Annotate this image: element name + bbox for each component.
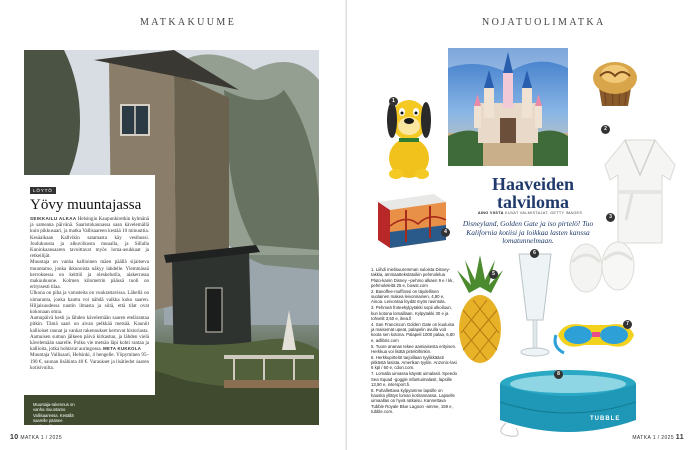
body-paragraph: Aamuisen sumun jälkeen päivä kirkastuu, ja lähden vielä kävelemään saarelle. Polku vie metsän läpi kohti rantaa ja kallioita, jotka hohtavat auringossa. META KUKKOLA bbox=[30, 333, 149, 353]
folio-right bbox=[632, 434, 684, 441]
body-paragraph: Muuntaja on vanha kallioinen mäen päällä sijaitseva muuntamo, jonka ikkunoista näkyy lahdelle. Ylemmässä kerroksessa on keittiö ja oleskelutila, alakerrassa makuuhuone. Kolmen kilometrin päässä tuoli on erityisesti tilaa. bbox=[30, 259, 149, 291]
kicker-badge: LÖYTÖ bbox=[30, 187, 56, 194]
product-list bbox=[371, 267, 457, 415]
article-credit bbox=[470, 211, 590, 215]
page-number: 10 bbox=[10, 434, 19, 441]
item-number-badge: 8 bbox=[554, 370, 563, 379]
castle-illustration bbox=[448, 48, 568, 166]
article-headline: Yövy muuntajassa bbox=[30, 197, 142, 213]
lead-bold: SEIKKAILU ALKAA bbox=[30, 216, 77, 221]
milkshake-glass-image bbox=[515, 250, 555, 360]
disneyland-castle-photo bbox=[448, 48, 568, 166]
bathrobe-image bbox=[600, 135, 680, 245]
slippers-image bbox=[564, 232, 640, 294]
list-item: 3. Pehmeä froteekylpytakki sopii ulkoiluun, kun kotona lomaillaan. Kylpytakki 30 e ja tohvelit 3,50 e, ikea.fi bbox=[371, 305, 452, 321]
section-label-nojatuolimatka: NOJATUOLIMATKA bbox=[482, 17, 606, 28]
banoffee-muffin-image bbox=[590, 56, 640, 108]
list-item: 1. Liihdi mielisuuremman suloista Disney-takkia, ammaattekstatoikin pehmolelua Pluto-kanin Disney –pehmo alkaen 9 e / kk, pehmoleleitä 25 e, bowst.com bbox=[371, 267, 454, 288]
list-item: 7. Lomalla uimassa käyvät uimalasit. Speedo Sea Squad -goggle infantuimalasit, lapsille 13,90 e, intersport.fi. bbox=[371, 371, 457, 387]
article-textbox bbox=[24, 175, 155, 395]
magazine-issue: MATKA 1 / 2025 bbox=[20, 435, 63, 441]
list-item: 8. Puhallettava kylpyamme lapsille on hauska yllätys loman kotirannassa. Lapselle uimaallas on hyvä ratkaisu. Kannettava Tubble Royale Blue Lagoon -amme, 159 e, tubble.com. bbox=[371, 387, 455, 414]
item-number-badge: 6 bbox=[530, 249, 539, 258]
tub-brand-label: TUBBLE bbox=[590, 416, 621, 422]
golden-gate-puzzle-image bbox=[374, 192, 448, 250]
body-paragraph: Aamupäivä kesti ja lähden kävelemään saaren etelärantaa pitkin. Tämä saari on aivan pelkkää metsää. Kauniit kallioiset rannat ja vanhat rakennukset kertovat historiasta. bbox=[30, 315, 149, 334]
inflatable-bathtub-image bbox=[498, 368, 638, 438]
item-number-badge: 5 bbox=[489, 270, 498, 279]
article-body bbox=[30, 216, 149, 371]
photo-caption: Muuntaja-rakennus on vanha muuntamo Vallisaaressa. Kesällä saarelle pääsee vesibussilla. bbox=[33, 402, 75, 429]
item-number-badge: 2 bbox=[601, 125, 610, 134]
list-item: 5. Tuore ananas tekee aamiaisesta erityisen. Herkkua voi lisätä pirtelöihinkin. bbox=[371, 343, 457, 354]
body-paragraph: SEIKKAILU ALKAA Helsingin Kaupunkiretkin kylmänä ja sameana päivänä. Saaristokaunassa saan kävelemällä kuin pikkusaari, ja matka Vallisaareen kestää 10 minuuttia. Kesäaikaan Kallvikin satamasta käy vesibussi. Joulukuusta ja alkuviikosta muualla, ja Sillalla Kuninkaansaaren tavoittavat myös loma-asukkaat ja retkeilijät. bbox=[30, 216, 149, 260]
byline: META KUKKOLA bbox=[103, 346, 142, 352]
folio-left bbox=[10, 434, 62, 441]
item-number-badge: 4 bbox=[441, 228, 450, 237]
author-name: AINO VIISTA bbox=[477, 211, 504, 215]
section-label-matkakuume: MATKAKUUME bbox=[140, 17, 237, 28]
item-number-badge: 3 bbox=[606, 213, 615, 222]
article-title: Haaveiden talviloma bbox=[491, 174, 574, 212]
page-number: 11 bbox=[675, 434, 684, 441]
body-paragraph: Muuntaja Vallisaari, Helsinki, 4 hengelle. Yöpyminen 95–190 €, saunan lisähinta 40 €. Varaukset ja lisätiedot saaren kotisivuilta. bbox=[30, 352, 149, 371]
article-lede: Disneyland, Golden Gate ja iso pirtelö! Tuo Kalifornia kotiisi ja loikkaa lasten kanssa lomatunnelmaan. bbox=[462, 219, 594, 246]
item-number-badge: 1 bbox=[389, 97, 398, 106]
body-paragraph: Ulkona on piha ja varusteita on vuokrattavissa. Lähellä on uimaranta, jonka kautta voi nähdä vaikka koko saaren. Hiljaisuudessa nautin ilmasta ja siitä, että tilat ovat kokonaan omia. bbox=[30, 290, 149, 316]
list-item: 2. Banoffee-muffinssi on täydellinen suolainen makea leivonnainen, 4,90 e, Ainoa. Leivontaa löydät myös ravintola. bbox=[371, 288, 446, 305]
magazine-issue: MATKA 1 / 2025 bbox=[632, 435, 674, 441]
item-number-badge: 7 bbox=[623, 320, 632, 329]
photo-credit: KUVAT VALMISTAJAT, GETTY IMAGES bbox=[505, 211, 583, 215]
list-item: 4. San Franciscon Golden Gate on kuuluisa ja maisemat upeat, palapelin avulla voit koota sen kotona. Palapeli 1000 palaa, 6,80 e, adlibris.com bbox=[371, 321, 455, 343]
list-item: 6. Herkkupirtelöt tarjoillaan tyylikkäästi pitkästä lasista. Amerikan tyyliin. Anzonic-lasi 6 kpl / 60 e, cdon.com. bbox=[371, 354, 457, 371]
